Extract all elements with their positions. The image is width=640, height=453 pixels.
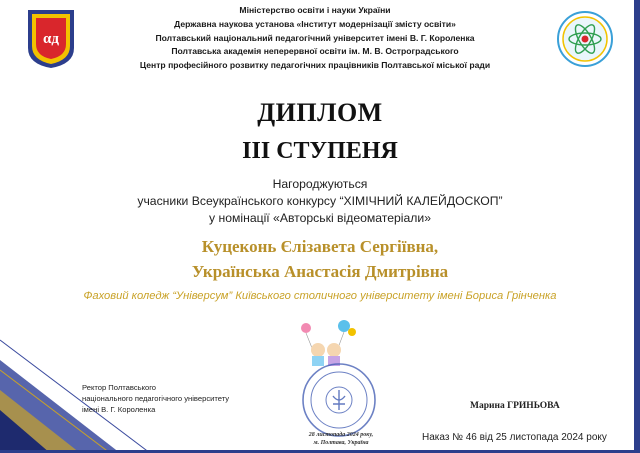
chemistry-molecule-logo-icon xyxy=(556,10,614,68)
stamp-date-place xyxy=(286,431,396,447)
corner-ornament xyxy=(0,300,160,453)
stamp-line: м. Полтава, Україна xyxy=(313,440,369,446)
header-line: Полтавська академія неперервної освіти ім. М. В. Остроградського xyxy=(171,46,459,57)
rector-line: імені В. Г. Короленка xyxy=(82,405,156,414)
recipient-organization: Фаховий коледж “Універсум” Київського столичного університету імені Бориса Грінченка xyxy=(83,290,557,302)
header-line: Центр професійного розвитку педагогічних працівників Полтавської міської ради xyxy=(139,60,491,71)
rector-title xyxy=(82,382,229,415)
diploma-degree: ІІІ СТУПЕНЯ xyxy=(242,138,398,164)
diploma-title: ДИПЛОМ xyxy=(257,98,383,127)
award-line: у номінації «Авторські відеоматеріали» xyxy=(209,211,431,225)
header-line: Міністерство освіти і науки України xyxy=(239,5,391,15)
order-number: Наказ № 46 від 25 листопада 2024 року xyxy=(422,432,607,443)
signer-name: Марина ГРИНЬОВА xyxy=(470,401,560,411)
rector-line: Ректор Полтавського xyxy=(82,383,157,392)
children-balloons-illustration xyxy=(296,318,360,366)
issuer-header xyxy=(80,4,550,73)
header-line: Полтавський національний педагогічний університет імені В. Г. Короленка xyxy=(155,32,475,43)
recipient-name: Куцеконь Єлізавета Сергіївна, xyxy=(201,237,439,256)
award-text xyxy=(0,176,640,227)
header-line: Державна наукова установа «Інститут модернізації змісту освіти» xyxy=(174,18,456,29)
stamp-line: 28 листопада 2024 року, xyxy=(308,432,374,438)
award-line: учасники Всеукраїнського конкурсу “ХІМІЧНИЙ КАЛЕЙДОСКОП” xyxy=(137,194,503,208)
official-stamp xyxy=(299,360,379,440)
recipient-name: Українська Анастасія Дмитрівна xyxy=(191,262,449,281)
rector-line: національного педагогічного університету xyxy=(82,394,230,403)
award-line: Нагороджуються xyxy=(272,177,368,191)
crest-letters: αд xyxy=(43,31,59,47)
recipient-names xyxy=(0,234,640,284)
university-crest-icon xyxy=(26,8,76,70)
